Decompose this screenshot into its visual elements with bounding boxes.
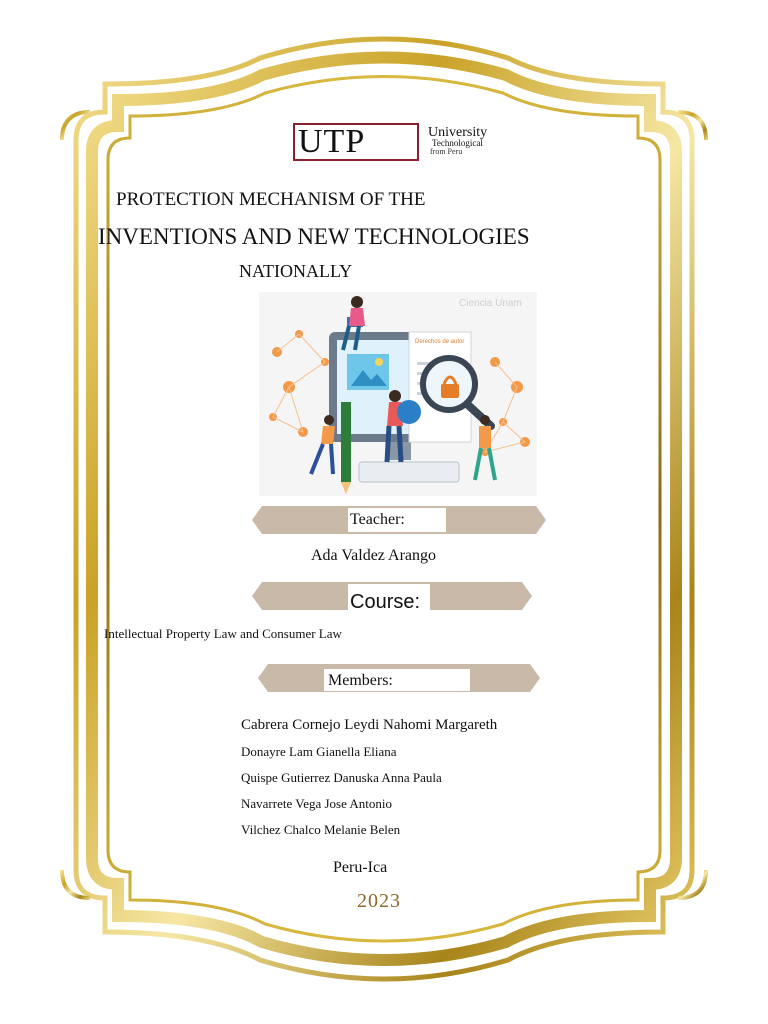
poster-text: Derechos de autor bbox=[415, 339, 465, 345]
course-name: Intellectual Property Law and Consumer Law bbox=[104, 626, 342, 641]
teacher-label: Teacher: bbox=[350, 511, 405, 528]
year-text: 2023 bbox=[357, 890, 401, 912]
from-peru-text: from Peru bbox=[430, 147, 463, 156]
member-name-2: Donayre Lam Gianella Eliana bbox=[241, 744, 397, 759]
member-name-1: Cabrera Cornejo Leydi Nahomi Margareth bbox=[241, 717, 498, 733]
technological-text: Technological bbox=[432, 138, 483, 148]
title-line-3: NATIONALLY bbox=[239, 261, 353, 281]
utp-logo-text: UTP bbox=[298, 123, 366, 160]
members-label: Members: bbox=[328, 672, 393, 689]
course-label: Course: bbox=[350, 591, 421, 613]
place-text: Peru-Ica bbox=[333, 859, 388, 876]
member-name-3: Quispe Gutierrez Danuska Anna Paula bbox=[241, 770, 442, 785]
title-line-1: PROTECTION MECHANISM OF THE bbox=[116, 189, 426, 210]
member-name-4: Navarrete Vega Jose Antonio bbox=[241, 796, 393, 811]
member-name-5: Vilchez Chalco Melanie Belen bbox=[241, 822, 401, 837]
watermark-text: Ciencia Unam bbox=[459, 298, 522, 309]
title-line-2: INVENTIONS AND NEW TECHNOLOGIES bbox=[98, 224, 530, 249]
teacher-name: Ada Valdez Arango bbox=[311, 547, 436, 564]
university-text: University bbox=[428, 125, 488, 140]
